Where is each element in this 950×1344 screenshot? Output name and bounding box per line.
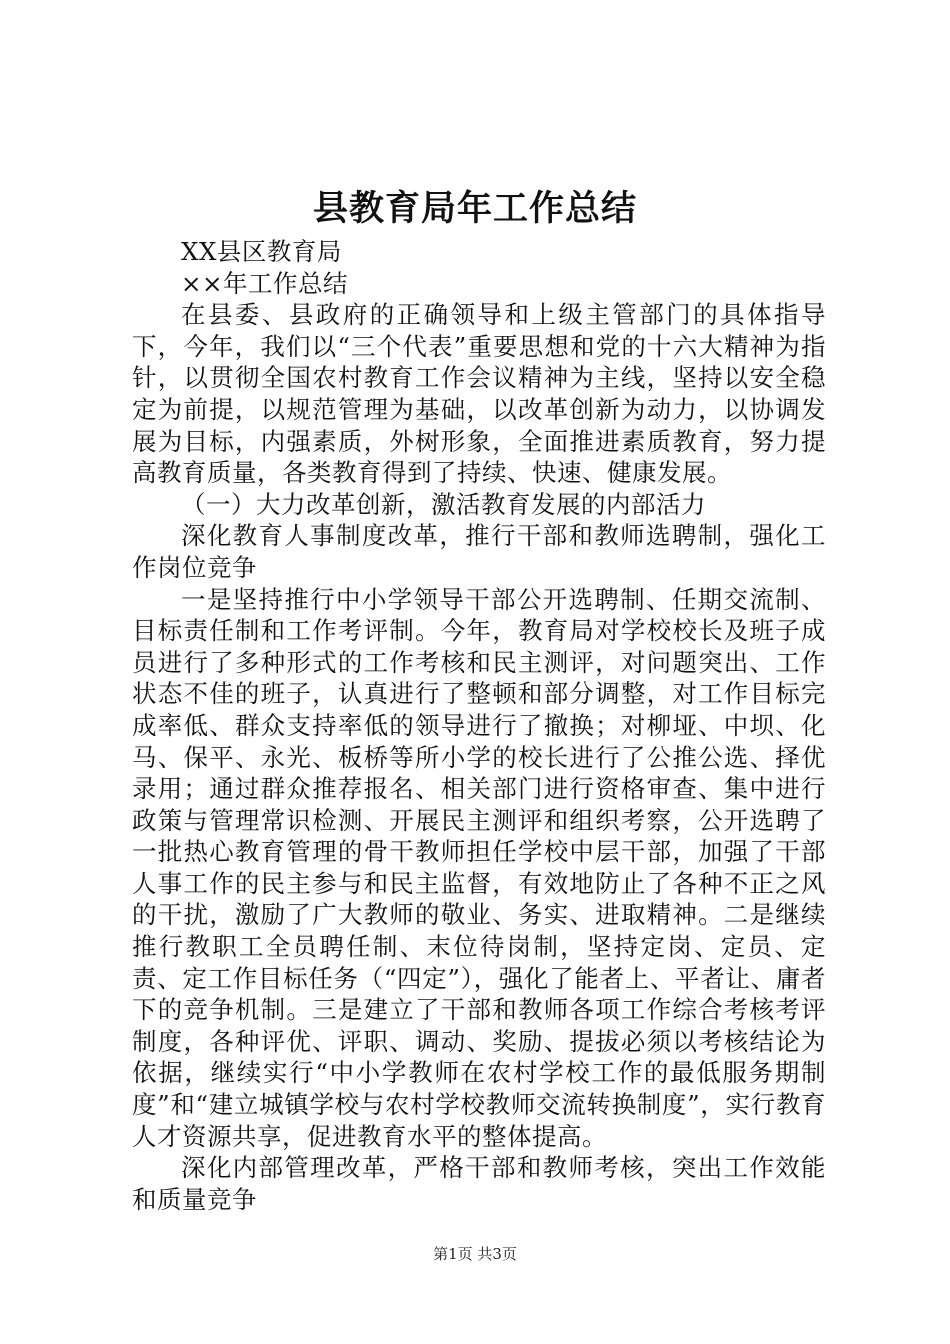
subsection-heading-2: 深化内部管理改革，严格干部和教师考核，突出工作效能和质量竞争 (132, 1153, 826, 1214)
paragraph-details: 一是坚持推行中小学领导干部公开选聘制、任期交流制、目标责任制和工作考评制。今年，教育局对学校校长及班子成员进行了多种形式的工作考核和民主测评，对问题突出、工作状态不佳的班子，认真进行了整顿和部分调整，对工作目标完成率低、群众支持率低的领导进行了撤换；对柳垭、中坝、化马、保平、永光、板桥等所小学的校长进行了公推公选、择优录用；通过群众推荐报名、相关部门进行资格审查、集中进行政策与管理常识检测、开展民主测评和组织考察，公开选聘了一批热心教育管理的骨干教师担任学校中层干部，加强了干部人事工作的民主参与和民主监督，有效地防止了各种不正之风的干扰，激励了广大教师的敬业、务实、进取精神。二是继续推行教职工全员聘任制、末位待岗制，坚持定岗、定员、定责、定工作目标任务（“四定”），强化了能者上、平者让、庸者下的竞争机制。三是建立了干部和教师各项工作综合考核考评制度，各种评优、评职、调动、奖励、提拔必须以考核结论为依据，继续实行“中小学教师在农村学校工作的最低服务期制度”和“建立城镇学校与农村学校教师交流转换制度”，实行教育人才资源共享，促进教育水平的整体提高。 (132, 584, 826, 1151)
document-body (132, 236, 826, 1215)
page-number-footer: 第1页 共3页 (433, 1245, 517, 1263)
paragraph-subtitle: ××年工作总结 (181, 268, 349, 298)
paragraph-intro: 在县委、县政府的正确领导和上级主管部门的具体指导下，今年，我们以“三个代表”重要思想和党的十六大精神为指针，以贯彻全国农村教育工作会议精神为主线，坚持以安全稳定为前提，以规范管理为基础，以改革创新为动力，以协调发展为目标，内强素质，外树形象，全面推进素质教育，努力提高教育质量，各类教育得到了持续、快速、健康发展。 (132, 300, 826, 488)
paragraph-issuer: XX县区教育局 (181, 237, 342, 266)
section-heading: （一）大力改革创新，激活教育发展的内部活力 (181, 489, 706, 519)
subsection-heading: 深化教育人事制度改革，推行干部和教师选聘制，强化工作岗位竞争 (132, 521, 826, 582)
document-title: 县教育局年工作总结 (312, 188, 637, 229)
